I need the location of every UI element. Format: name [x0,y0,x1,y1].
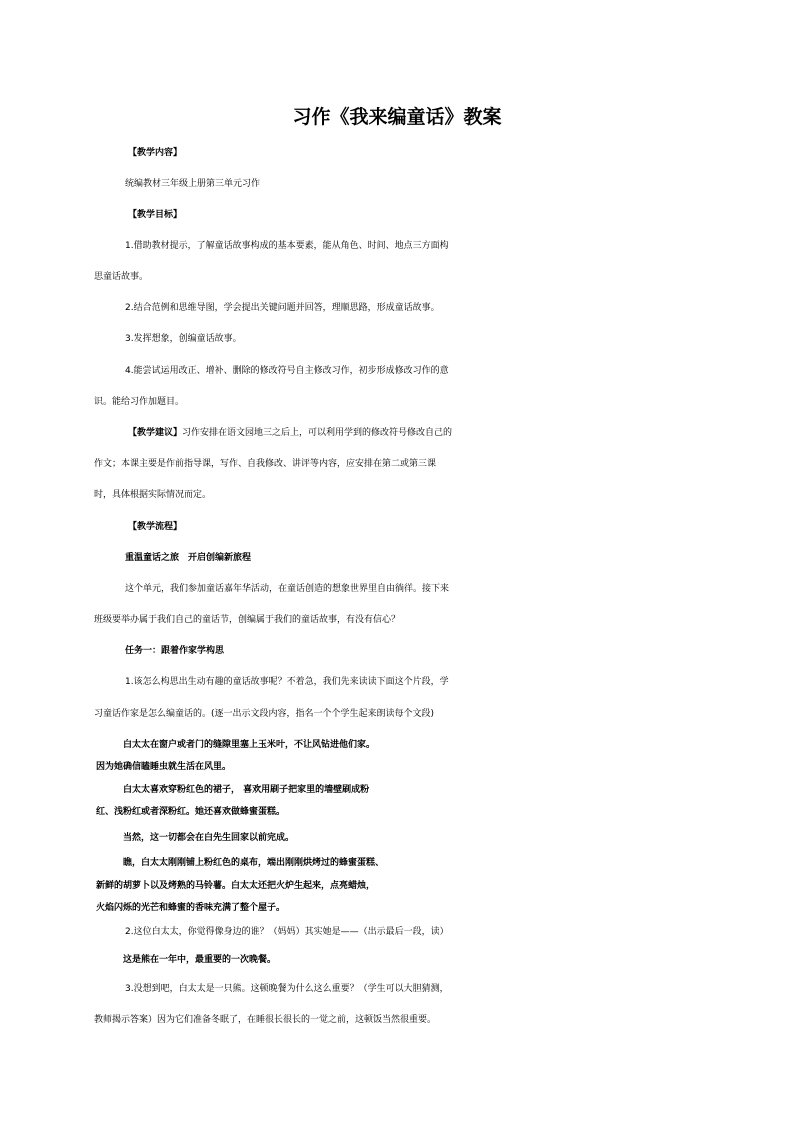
excerpt-4-line-1: 瞧，白太太刚刚铺上粉红色的桌布，端出刚刚烘烤过的蜂蜜蛋糕、 [123,858,385,868]
flow-subheading: 重温童话之旅 开启创编新旅程 [125,553,252,563]
goals-heading: 【教学目标】 [128,210,183,220]
goal-3: 3.发挥想象，创编童话故事。 [125,334,242,344]
intro-line-2: 班级要举办属于我们自己的童话节，创编属于我们的童话故事，有没有信心？ [94,615,401,625]
goal-1-line-2: 思童话故事。 [94,272,149,282]
excerpt-5: 这是熊在一年中，最重要的一次晚餐。 [123,955,277,965]
excerpt-4-line-2: 新鲜的胡萝卜以及烤熟的马铃薯。白太太还把火炉生起来，点亮蜡烛， [96,881,376,891]
excerpt-2-line-2: 红、浅粉红或者深粉红。她还喜欢做蜂蜜蛋糕。 [96,807,286,817]
goal-1-line-1: 1.借助教材提示，了解童话故事构成的基本要素，能从角色、时间、地点三方面构 [125,241,449,251]
suggestion-line-2: 作文；本课主要是作前指导课，写作、自我修改、讲评等内容，应安排在第二或第三课 [94,459,437,469]
excerpt-1-line-2: 因为她确信瞌睡虫就生活在风里。 [96,762,232,772]
task-1-para-2: 2.这位白太太，你觉得像身边的谁？（妈妈）其实她是——（出示最后一段，读） [125,927,449,937]
task-1-para-3-line-2: 教师揭示答案）因为它们准备冬眠了，在睡很长很长的一觉之前，这顿饭当然很重要。 [94,1015,437,1025]
suggestion-text: 习作安排在语文园地三之后上，可以利用学到的修改符号修改自己的 [182,428,453,438]
task-1-heading: 任务一：跟着作家学构思 [125,646,225,656]
excerpt-1-line-1: 白太太在窗户或者门的缝隙里塞上玉米叶，不让风钻进他们家。 [123,740,376,750]
excerpt-3: 当然，这一切都会在白先生回家以前完成。 [123,833,295,843]
goal-4-line-2: 识。能给习作加题目。 [94,397,185,407]
flow-heading: 【教学流程】 [128,522,183,532]
suggestion-line-3: 时，具体根据实际情况而定。 [94,490,212,500]
excerpt-2-line-1: 白太太喜欢穿粉红色的裙子， 喜欢用刷子把家里的墙壁刷成粉 [123,785,370,795]
goal-4-line-1: 4.能尝试运用改正、增补、删除的修改符号自主修改习作，初步形成修改习作的意 [125,366,449,376]
page-title: 习作《我来编童话》教案 [292,106,502,128]
content-heading: 【教学内容】 [128,148,183,158]
excerpt-4-line-3: 火焰闪烁的光芒和蜂蜜的香味充满了整个屋子。 [96,903,286,913]
task-1-para-3-line-1: 3.没想到吧，白太太是一只熊。这顿晚餐为什么这么重要？（学生可以大胆猜测， [125,984,449,994]
intro-line-1: 这个单元，我们参加童话嘉年华活动，在童话创造的想象世界里自由徜徉。接下来 [125,584,450,594]
suggestion-heading: 【教学建议】 [128,428,183,438]
suggestion-line-1 [0,423,794,443]
goal-2: 2.结合范例和思维导图，学会提出关键问题并回答，理顺思路，形成童话故事。 [125,303,440,313]
content-text: 统编教材三年级上册第三单元习作 [125,179,261,189]
task-1-para-1-line-1: 1.该怎么构思出生动有趣的童话故事呢？不着急，我们先来读读下面这个片段，学 [125,677,449,687]
task-1-para-1-line-2: 习童话作家是怎么编童话的。(逐一出示文段内容，指名一个个学生起来朗读每个文段) [94,709,435,719]
